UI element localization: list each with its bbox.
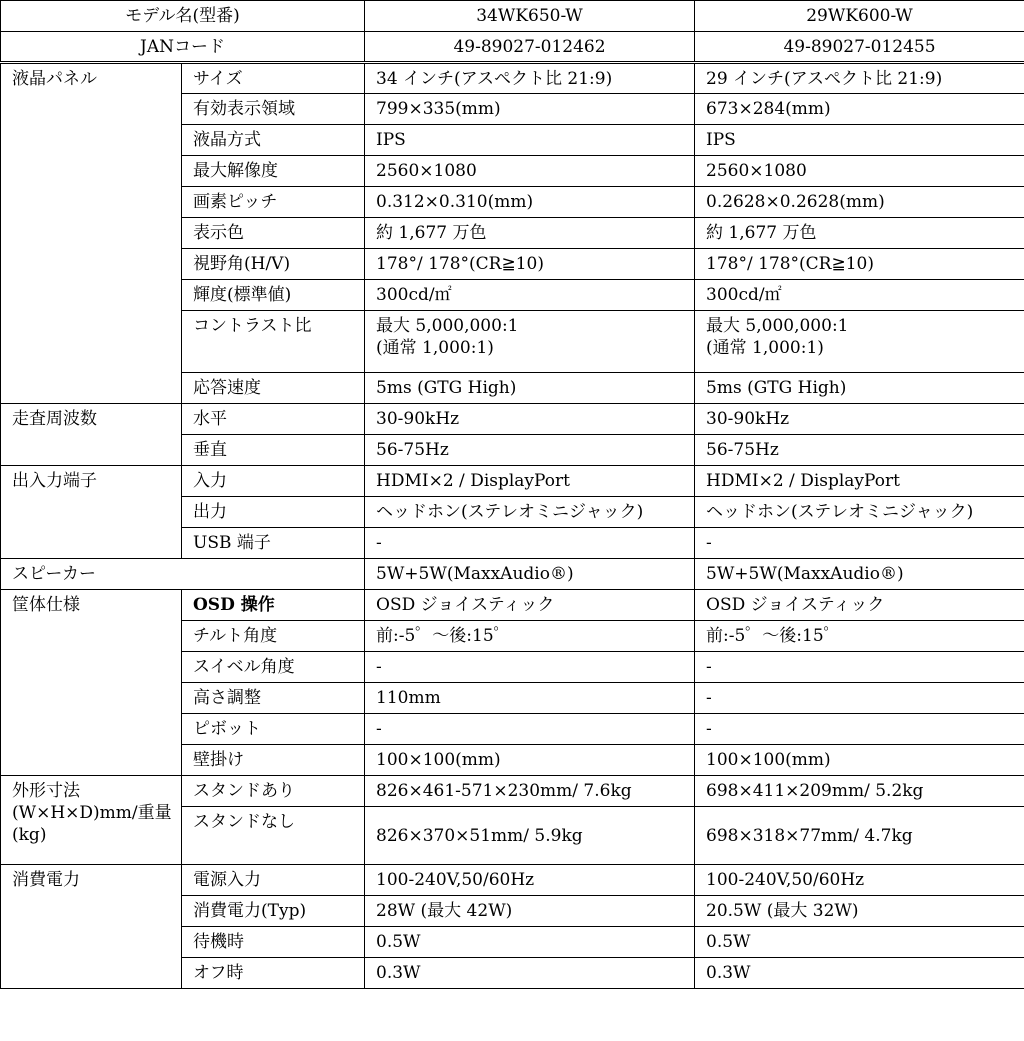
row-label: 待機時 bbox=[182, 927, 365, 958]
value-b: 56-75Hz bbox=[695, 435, 1024, 466]
row-label: 水平 bbox=[182, 404, 365, 435]
row-label: 入力 bbox=[182, 466, 365, 497]
value-a bbox=[365, 311, 695, 373]
value-a: 799×335(mm) bbox=[365, 94, 695, 125]
value-b: 0.2628×0.2628(mm) bbox=[695, 187, 1024, 218]
row-label: スタンドなし bbox=[182, 807, 365, 865]
table-row bbox=[1, 404, 1024, 435]
value-b: - bbox=[695, 714, 1024, 745]
row-label: 壁掛け bbox=[182, 745, 365, 776]
value-a: 110mm bbox=[365, 683, 695, 714]
value-b: 30-90kHz bbox=[695, 404, 1024, 435]
row-label: オフ時 bbox=[182, 958, 365, 989]
group-scan: 走査周波数 bbox=[1, 404, 182, 466]
value-b: 698×318×77mm/ 4.7kg bbox=[695, 807, 1024, 865]
speaker-label: スピーカー bbox=[1, 559, 365, 590]
value-a: 0.5W bbox=[365, 927, 695, 958]
model-a: 34WK650-W bbox=[365, 1, 695, 32]
value-a: ヘッドホン(ステレオミニジャック) bbox=[365, 497, 695, 528]
value-a: 前:-5゜～後:15゜ bbox=[365, 621, 695, 652]
table-row bbox=[1, 63, 1024, 94]
jan-label: JANコード bbox=[1, 32, 365, 63]
row-label: 出力 bbox=[182, 497, 365, 528]
value-a: 30-90kHz bbox=[365, 404, 695, 435]
contrast-a-typ: (通常 1,000:1) bbox=[376, 338, 494, 358]
row-label: 応答速度 bbox=[182, 373, 365, 404]
table-row bbox=[1, 559, 1024, 590]
group-cabinet: 筐体仕様 bbox=[1, 590, 182, 776]
value-a: - bbox=[365, 714, 695, 745]
value-a: 約 1,677 万色 bbox=[365, 218, 695, 249]
row-label: チルト角度 bbox=[182, 621, 365, 652]
header-row-jan bbox=[1, 32, 1024, 63]
value-b: 5ms (GTG High) bbox=[695, 373, 1024, 404]
value-b: 0.3W bbox=[695, 958, 1024, 989]
value-b: 2560×1080 bbox=[695, 156, 1024, 187]
value-b: 20.5W (最大 32W) bbox=[695, 896, 1024, 927]
value-a: 178°/ 178°(CR≧10) bbox=[365, 249, 695, 280]
contrast-b-typ: (通常 1,000:1) bbox=[706, 338, 824, 358]
value-a: 100×100(mm) bbox=[365, 745, 695, 776]
value-a: 826×461-571×230mm/ 7.6kg bbox=[365, 776, 695, 807]
row-label: スイベル角度 bbox=[182, 652, 365, 683]
row-label: 輝度(標準値) bbox=[182, 280, 365, 311]
value-b: - bbox=[695, 528, 1024, 559]
value-b: OSD ジョイスティック bbox=[695, 590, 1024, 621]
row-label: スタンドあり bbox=[182, 776, 365, 807]
row-label: 表示色 bbox=[182, 218, 365, 249]
value-a: 0.312×0.310(mm) bbox=[365, 187, 695, 218]
value-b: IPS bbox=[695, 125, 1024, 156]
value-b: - bbox=[695, 683, 1024, 714]
row-label: 高さ調整 bbox=[182, 683, 365, 714]
value-b: 5W+5W(MaxxAudio®) bbox=[695, 559, 1024, 590]
value-b: 100-240V,50/60Hz bbox=[695, 865, 1024, 896]
value-b: 698×411×209mm/ 5.2kg bbox=[695, 776, 1024, 807]
value-b: 300cd/㎡ bbox=[695, 280, 1024, 311]
value-a: 34 インチ(アスペクト比 21:9) bbox=[365, 63, 695, 94]
value-b: 約 1,677 万色 bbox=[695, 218, 1024, 249]
value-b: 673×284(mm) bbox=[695, 94, 1024, 125]
value-a: OSD ジョイスティック bbox=[365, 590, 695, 621]
group-power: 消費電力 bbox=[1, 865, 182, 989]
row-label: OSD 操作 bbox=[182, 590, 365, 621]
value-a: 5ms (GTG High) bbox=[365, 373, 695, 404]
value-a: IPS bbox=[365, 125, 695, 156]
row-label: 消費電力(Typ) bbox=[182, 896, 365, 927]
value-b: 29 インチ(アスペクト比 21:9) bbox=[695, 63, 1024, 94]
value-b: 100×100(mm) bbox=[695, 745, 1024, 776]
value-a: 826×370×51mm/ 5.9kg bbox=[365, 807, 695, 865]
jan-a: 49-89027-012462 bbox=[365, 32, 695, 63]
table-row bbox=[1, 466, 1024, 497]
row-label: 最大解像度 bbox=[182, 156, 365, 187]
value-a: 100-240V,50/60Hz bbox=[365, 865, 695, 896]
row-label: 液晶方式 bbox=[182, 125, 365, 156]
contrast-b-max: 最大 5,000,000:1 bbox=[706, 316, 849, 336]
value-a: 28W (最大 42W) bbox=[365, 896, 695, 927]
model-label: モデル名(型番) bbox=[1, 1, 365, 32]
row-label: USB 端子 bbox=[182, 528, 365, 559]
model-b: 29WK600-W bbox=[695, 1, 1024, 32]
row-label: コントラスト比 bbox=[182, 311, 365, 373]
value-a: 2560×1080 bbox=[365, 156, 695, 187]
value-b: HDMI×2 / DisplayPort bbox=[695, 466, 1024, 497]
value-a: 300cd/㎡ bbox=[365, 280, 695, 311]
group-panel: 液晶パネル bbox=[1, 63, 182, 404]
value-a: HDMI×2 / DisplayPort bbox=[365, 466, 695, 497]
value-b: 前:-5゜～後:15゜ bbox=[695, 621, 1024, 652]
value-a: 0.3W bbox=[365, 958, 695, 989]
value-b: - bbox=[695, 652, 1024, 683]
contrast-a-max: 最大 5,000,000:1 bbox=[376, 316, 519, 336]
table-row bbox=[1, 865, 1024, 896]
row-label: 電源入力 bbox=[182, 865, 365, 896]
value-b bbox=[695, 311, 1024, 373]
row-label: 視野角(H/V) bbox=[182, 249, 365, 280]
row-label: サイズ bbox=[182, 63, 365, 94]
row-label: 画素ピッチ bbox=[182, 187, 365, 218]
row-label: ピボット bbox=[182, 714, 365, 745]
table-row bbox=[1, 776, 1024, 807]
row-label: 有効表示領域 bbox=[182, 94, 365, 125]
value-b: ヘッドホン(ステレオミニジャック) bbox=[695, 497, 1024, 528]
group-io: 出入力端子 bbox=[1, 466, 182, 559]
table-row bbox=[1, 590, 1024, 621]
value-a: - bbox=[365, 652, 695, 683]
value-b: 178°/ 178°(CR≧10) bbox=[695, 249, 1024, 280]
value-b: 0.5W bbox=[695, 927, 1024, 958]
value-a: - bbox=[365, 528, 695, 559]
header-row-model bbox=[1, 1, 1024, 32]
row-label: 垂直 bbox=[182, 435, 365, 466]
jan-b: 49-89027-012455 bbox=[695, 32, 1024, 63]
value-a: 56-75Hz bbox=[365, 435, 695, 466]
group-dimensions: 外形寸法(W×H×D)mm/重量(kg) bbox=[1, 776, 182, 865]
value-a: 5W+5W(MaxxAudio®) bbox=[365, 559, 695, 590]
